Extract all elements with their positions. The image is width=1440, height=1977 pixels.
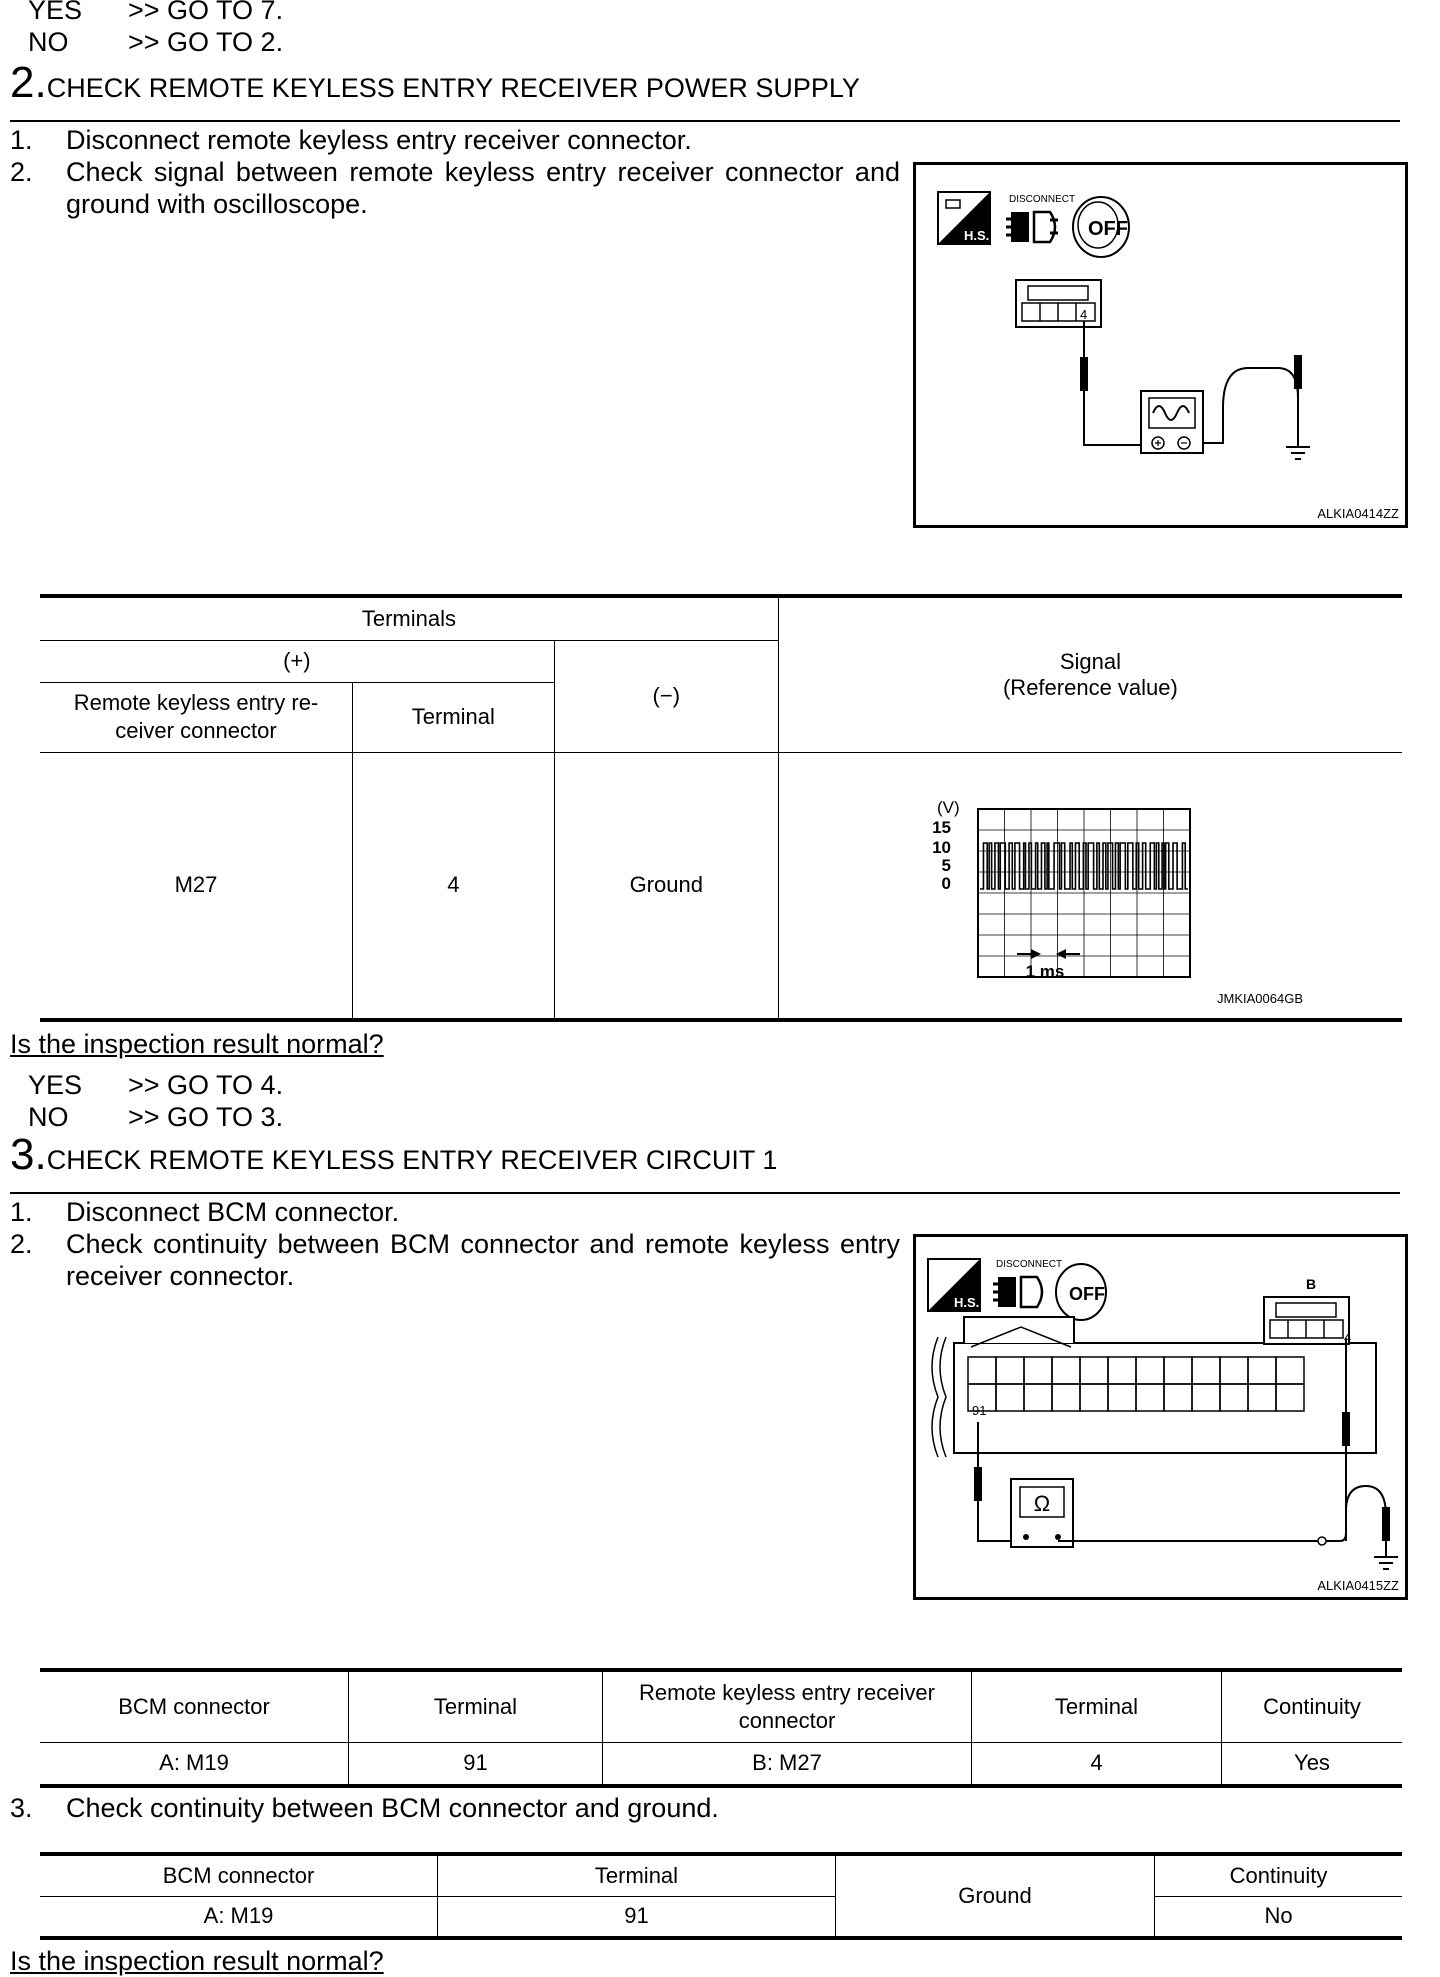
list-item: 1. Disconnect BCM connector. xyxy=(10,1197,400,1227)
waveform-cell xyxy=(778,752,1402,1020)
ignition-off-icon xyxy=(1056,1264,1106,1320)
oscilloscope-icon xyxy=(1141,391,1203,453)
svg-text:DISCONNECT: DISCONNECT xyxy=(1009,194,1076,205)
signal-header: Signal (Reference value) xyxy=(778,596,1402,752)
signal-waveform xyxy=(779,755,1391,1015)
step2-signal-table xyxy=(40,594,1402,1022)
step3-continuity-table xyxy=(40,1668,1402,1788)
step2-question: Is the inspection result normal? xyxy=(10,1029,384,1059)
ohmmeter-icon xyxy=(1011,1479,1073,1547)
svg-text:H.S.: H.S. xyxy=(954,1295,980,1310)
y-tick-label: 0 xyxy=(941,874,951,894)
answer-yes: YES >> GO TO 4. xyxy=(28,1070,284,1100)
ground-cell: Ground xyxy=(836,1854,1155,1938)
answer-yes: YES >> GO TO 7. xyxy=(28,0,284,25)
table-cell: No xyxy=(1155,1896,1403,1938)
svg-text:OFF: OFF xyxy=(1069,1284,1105,1304)
step-title: CHECK REMOTE KEYLESS ENTRY RECEIVER CIRCUIT 1 xyxy=(46,1145,778,1175)
waveform-code: JMKIA0064GB xyxy=(1216,991,1303,1007)
step3-item3 xyxy=(10,1792,1400,1824)
hs-icon xyxy=(928,1259,980,1311)
terminal-cell: 4 xyxy=(353,752,555,1020)
ground-icon xyxy=(1374,1557,1398,1569)
step3-heading xyxy=(10,1130,777,1180)
ignition-off-icon xyxy=(1073,197,1129,257)
svg-text:4: 4 xyxy=(1080,307,1088,322)
y-tick-label: 10 xyxy=(931,838,951,858)
divider xyxy=(10,120,1400,122)
continuity-figure xyxy=(913,1234,1408,1600)
top-answers xyxy=(28,0,428,58)
figure-code: ALKIA0415ZZ xyxy=(1317,1578,1399,1593)
disconnect-icon xyxy=(1006,194,1075,242)
connector-cell: M27 xyxy=(40,752,353,1020)
oscilloscope-diagram xyxy=(916,165,1405,525)
step2-heading xyxy=(10,58,860,108)
time-scale-label: 1 ms xyxy=(1025,962,1065,982)
connector-header: Remote keyless entry re- ceiver connector xyxy=(40,682,353,752)
minus-header: (−) xyxy=(554,640,778,752)
terminal-header: Terminal xyxy=(353,682,555,752)
disconnect-icon xyxy=(993,1259,1062,1307)
table-cell: Yes xyxy=(1222,1742,1403,1786)
table-cell: B: M27 xyxy=(603,1742,972,1786)
svg-text:91: 91 xyxy=(972,1403,987,1418)
list-item: 2. Check continuity between BCM connector and remote keyless entry receiver connector. xyxy=(10,1229,900,1291)
svg-text:4: 4 xyxy=(1344,1330,1352,1345)
list-item: 1. Disconnect remote keyless entry receiver connector. xyxy=(10,125,692,155)
ground-icon xyxy=(1286,447,1310,459)
step3-ground-table xyxy=(40,1852,1402,1940)
waveform-unit: (V) xyxy=(936,798,960,818)
table-cell: 4 xyxy=(972,1742,1222,1786)
step3-list xyxy=(10,1196,900,1292)
table-header: Terminal xyxy=(438,1854,836,1896)
minus-cell: Ground xyxy=(554,752,778,1020)
continuity-diagram xyxy=(916,1237,1405,1597)
table-header: Terminal xyxy=(972,1670,1222,1742)
hs-icon xyxy=(938,192,990,244)
step-number: 2. xyxy=(10,58,47,107)
step3-question: Is the inspection result normal? xyxy=(10,1946,384,1976)
step-number: 3. xyxy=(10,1130,47,1179)
step2-list xyxy=(10,124,900,220)
plus-header: (+) xyxy=(40,640,554,682)
y-tick-label: 15 xyxy=(931,818,951,838)
table-header: Terminal xyxy=(349,1670,603,1742)
table-cell: 91 xyxy=(438,1896,836,1938)
figure-code: ALKIA0414ZZ xyxy=(1317,506,1399,521)
step-title: CHECK REMOTE KEYLESS ENTRY RECEIVER POWER SUPPLY xyxy=(46,73,860,103)
table-cell: A: M19 xyxy=(40,1896,438,1938)
connector-diagram xyxy=(1016,280,1101,327)
table-header: Continuity xyxy=(1155,1854,1403,1896)
y-tick-label: 5 xyxy=(941,856,951,876)
table-cell: 91 xyxy=(349,1742,603,1786)
table-header: Remote keyless entry receiver connector xyxy=(603,1670,972,1742)
svg-text:H.S.: H.S. xyxy=(964,228,990,243)
step2-answers xyxy=(28,1069,428,1133)
svg-text:Ω: Ω xyxy=(1033,1491,1051,1516)
connector-b-label: B xyxy=(1306,1276,1317,1292)
table-header: BCM connector xyxy=(40,1670,349,1742)
receiver-connector xyxy=(1264,1297,1351,1345)
oscilloscope-figure xyxy=(913,162,1408,528)
list-item: 3. Check continuity between BCM connector and ground. xyxy=(10,1793,719,1823)
svg-text:OFF: OFF xyxy=(1088,218,1128,240)
svg-text:DISCONNECT: DISCONNECT xyxy=(996,1259,1063,1270)
list-item: 2. Check signal between remote keyless entry receiver connector and ground with oscilloscope. xyxy=(10,157,900,219)
table-header: BCM connector xyxy=(40,1854,438,1896)
divider xyxy=(10,1192,1400,1194)
answer-no: NO >> GO TO 2. xyxy=(28,27,284,57)
table-cell: A: M19 xyxy=(40,1742,349,1786)
terminals-header: Terminals xyxy=(40,596,778,640)
answer-no: NO >> GO TO 3. xyxy=(28,1102,284,1132)
table-header: Continuity xyxy=(1222,1670,1403,1742)
